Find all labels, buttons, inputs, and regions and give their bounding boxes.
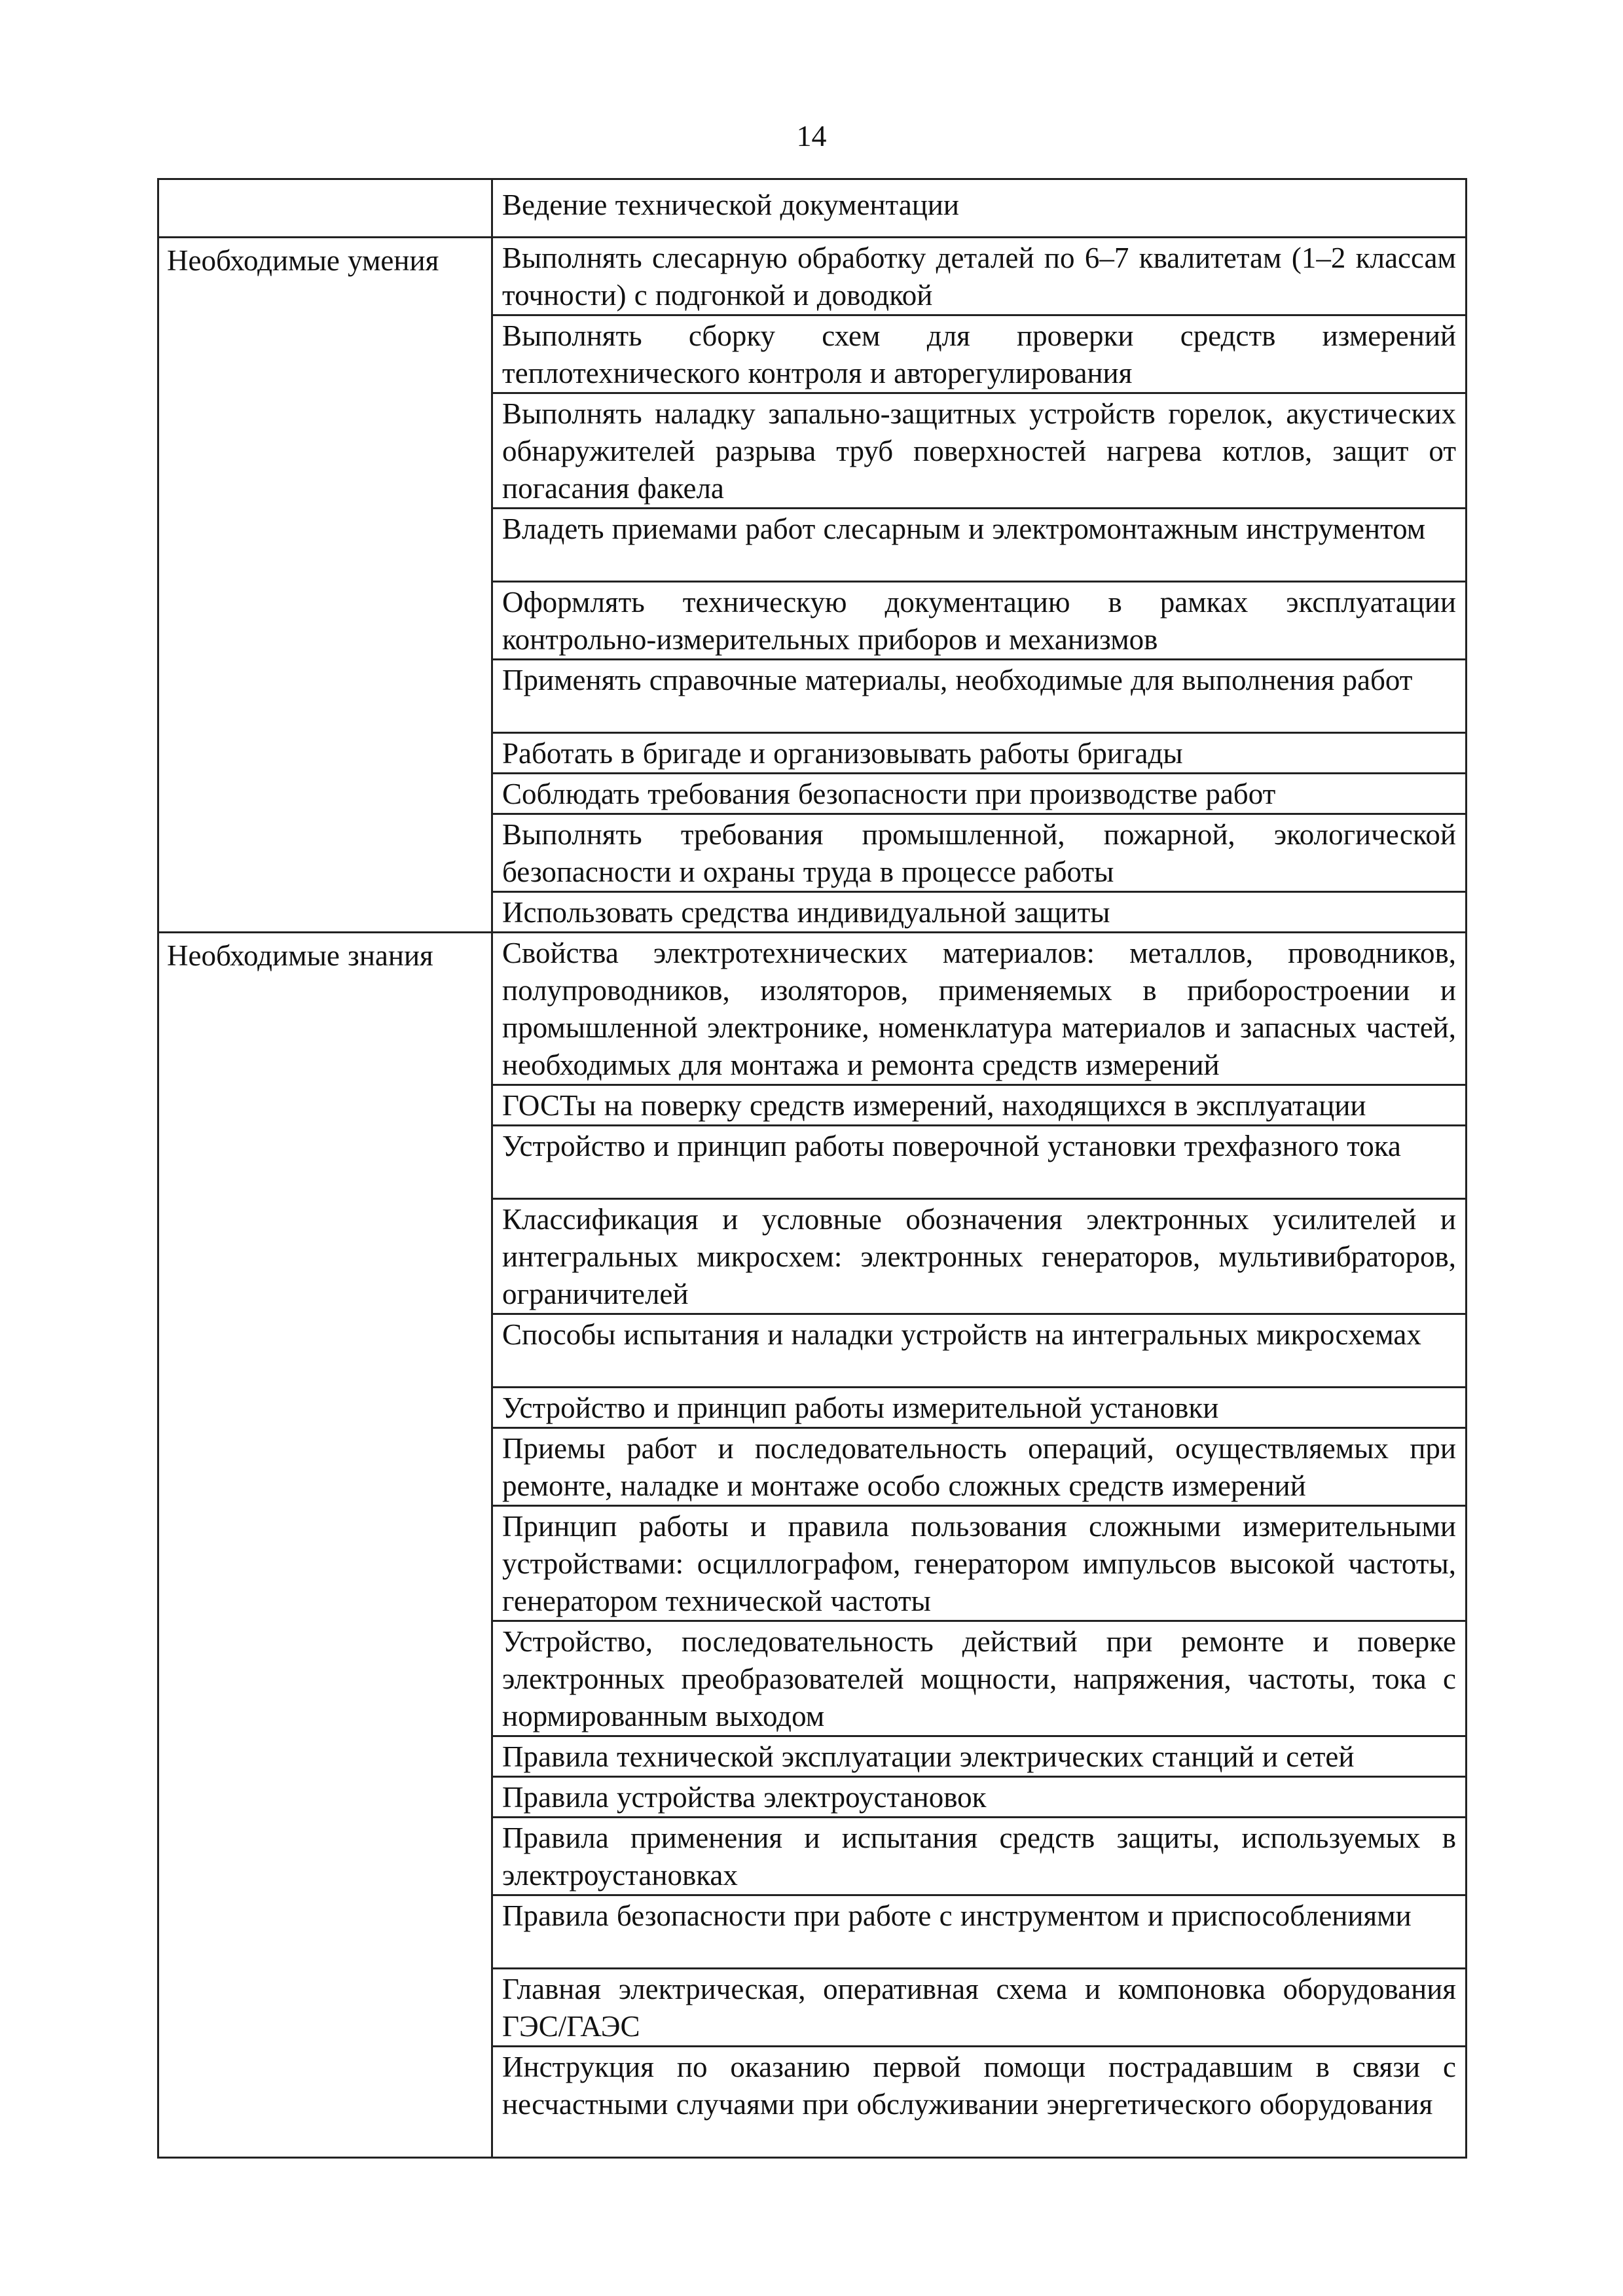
requirement-item: Использовать средства индивидуальной защиты — [492, 892, 1467, 933]
table-row — [158, 238, 1467, 315]
requirement-item: Инструкция по оказанию первой помощи пострадавшим в связи с несчастными случаями при обслуживании энергетического оборудования — [492, 2047, 1467, 2158]
page-number: 14 — [796, 119, 827, 152]
section-label: Необходимые знания — [158, 933, 492, 2158]
requirement-item: Классификация и условные обозначения электронных усилителей и интегральных микросхем: электронных генераторов, мультивибраторов, ограничителей — [492, 1199, 1467, 1314]
requirement-item: Свойства электротехнических материалов: металлов, проводников, полупроводников, изоляторов, применяемых в приборостроении и промышленной электронике, номенклатура материалов и запасных частей, необходимых для монтажа и ремонта средств измерений — [492, 933, 1467, 1085]
requirement-item: Приемы работ и последовательность операций, осуществляемых при ремонте, наладке и монтаже особо сложных средств измерений — [492, 1428, 1467, 1506]
requirement-item: Принцип работы и правила пользования сложными измерительными устройствами: осциллографом, генератором импульсов высокой частоты, генератором технической частоты — [492, 1506, 1467, 1621]
requirement-item: Правила технической эксплуатации электрических станций и сетей — [492, 1736, 1467, 1777]
requirement-item: Правила применения и испытания средств защиты, используемых в электроустановках — [492, 1818, 1467, 1895]
requirement-item: Главная электрическая, оперативная схема и компоновка оборудования ГЭС/ГАЭС — [492, 1969, 1467, 2047]
table-body — [158, 179, 1467, 2158]
table-row — [158, 933, 1467, 1085]
requirement-item: Выполнять сборку схем для проверки средств измерений теплотехнического контроля и авторегулирования — [492, 315, 1467, 393]
requirement-item: Устройство и принцип работы измерительной установки — [492, 1388, 1467, 1428]
row-label-cell — [158, 179, 492, 238]
requirement-item: Выполнять требования промышленной, пожарной, экологической безопасности и охраны труда в процессе работы — [492, 814, 1467, 892]
section-label: Необходимые умения — [158, 238, 492, 933]
requirement-item: Устройство, последовательность действий при ремонте и поверке электронных преобразователей мощности, напряжения, частоты, тока с нормированным выходом — [492, 1621, 1467, 1736]
requirement-item: Оформлять техническую документацию в рамках эксплуатации контрольно-измерительных приборов и механизмов — [492, 582, 1467, 660]
requirement-item: Правила безопасности при работе с инструментом и приспособлениями — [492, 1895, 1467, 1969]
requirement-item: Владеть приемами работ слесарным и электромонтажным инструментом — [492, 509, 1467, 582]
table-row — [158, 179, 1467, 238]
requirement-item: Применять справочные материалы, необходимые для выполнения работ — [492, 660, 1467, 733]
requirement-item: Правила устройства электроустановок — [492, 1777, 1467, 1818]
requirement-item: Выполнять наладку запально-защитных устройств горелок, акустических обнаружителей разрыва труб поверхностей нагрева котлов, защит от погасания факела — [492, 393, 1467, 509]
competency-table — [157, 178, 1467, 2159]
requirement-item: Соблюдать требования безопасности при производстве работ — [492, 774, 1467, 814]
row-text-cell: Ведение технической документации — [492, 179, 1467, 238]
requirement-item: ГОСТы на поверку средств измерений, находящихся в эксплуатации — [492, 1085, 1467, 1126]
requirement-item: Способы испытания и наладки устройств на интегральных микросхемах — [492, 1314, 1467, 1388]
requirement-item: Работать в бригаде и организовывать работы бригады — [492, 733, 1467, 774]
requirement-item: Устройство и принцип работы поверочной установки трехфазного тока — [492, 1126, 1467, 1199]
requirement-item: Выполнять слесарную обработку деталей по 6–7 квалитетам (1–2 классам точности) с подгонкой и доводкой — [492, 238, 1467, 315]
